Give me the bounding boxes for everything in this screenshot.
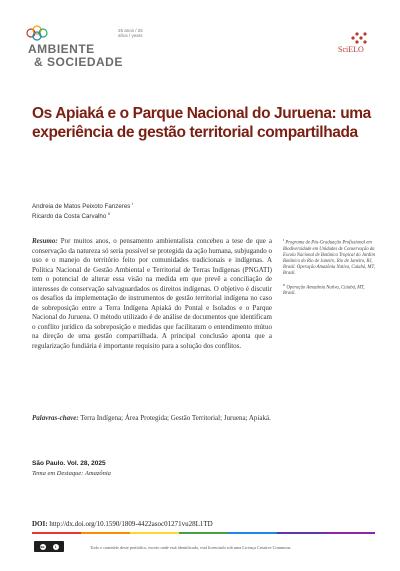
cc-icon: cc (40, 544, 45, 549)
journal-logo (18, 24, 143, 69)
footnote-mark: I (283, 238, 285, 242)
color-bar-segment (32, 532, 81, 534)
swirl-logo-icon (26, 24, 48, 42)
author-name: Ricardo da Costa Carvalho (32, 213, 107, 221)
scielo-logo (338, 30, 378, 60)
author-affiliation-mark: I (132, 201, 134, 206)
footer-color-bar (32, 532, 375, 534)
license-text: Todo o conteúdo deste periódico, exceto onde está identificado, está licenciado sob uma Licença Creative Commons. (90, 545, 292, 550)
doi-link[interactable]: http://dx.doi.org/10.1590/1809-4422asoc01271vu28L1TD (49, 520, 213, 528)
color-bar-segment (81, 532, 130, 534)
color-bar-segment (179, 532, 228, 534)
author-2 (32, 211, 110, 220)
theme-info: Tema em Destaque: Amazônia (32, 470, 111, 477)
journal-name-line2: & SOCIEDADE (34, 55, 123, 69)
scielo-dots-icon (350, 30, 368, 46)
abstract-text: Por muitos anos, o pensamento ambientalista concebeu a tese de que a conservação da natureza só seria possível se protegida da ação humana, subjugando o uso e o manejo do território feito por comunidades tradicionais e indígenas. A Política Nacional de Gestão Ambiental e Territorial de Terras Indígenas (PNGATI) tem o potencial de alterar essa visão na medida em que prevê a conciliação de interesses de conservação salvaguardados os direitos indígenas. O objetivo é discutir os desafios da implementação de instrumentos de gestão territorial indígena no caso de sobreposição entre a Terra Indígena Apiaká do Pontal e Isolados e o Parque Nacional do Juruena. O método utilizado é de análise de documentos que identificam o conflito jurídico da sobreposição e medidas que facilitaram o entendimento mútuo na direção de uma gestão compartilhada. A principal conclusão aponta que a regularização fundiária é importante requisito para a solução dos conflitos. (32, 237, 273, 351)
by-icon: i (53, 544, 59, 550)
color-bar-segment (130, 532, 179, 534)
author-1 (32, 201, 133, 210)
keywords-text: Terra Indígena; Área Protegida; Gestão Territorial; Juruena; Apiaká. (80, 414, 271, 422)
abstract-label: Resumo: (32, 237, 58, 245)
footnote-1 (283, 237, 375, 277)
author-affiliation-mark: II (108, 211, 111, 216)
scielo-label: SciELO (338, 45, 364, 54)
keywords (32, 414, 272, 424)
anniversary-label: 25 anos / 25 años / years (118, 28, 143, 38)
article-title: Os Apiaká e o Parque Nacional do Juruena: uma experiência de gestão territorial compartilhada (32, 105, 371, 141)
color-bar-segment (277, 532, 326, 534)
issue-info: São Paulo. Vol. 28, 2025 (32, 460, 106, 467)
footnote-2 (283, 282, 375, 298)
doi-line (32, 520, 213, 528)
footnote-mark: II (283, 282, 286, 287)
author-name: Andreia de Matos Peixoto Fanzeres (32, 203, 131, 211)
doi-label: DOI: (32, 520, 48, 528)
journal-name-line1: AMBIENTE (28, 42, 95, 56)
footnote-text: Operação Amazônia Nativa, Cuiabá, MT, Brasil. (283, 285, 365, 297)
keywords-label: Palavras-chave: (32, 414, 79, 422)
color-bar-segment (228, 532, 277, 534)
abstract (32, 237, 272, 352)
footnote-text: Programa de Pós-Graduação Profissional em Biodiversidade em Unidades de Conservação da Escola Nacional de Botânica Tropical do Jardim Botânico do Rio de Janeiro, Rio de Janeiro, RJ, Brasil. Operação Amazônia Nativa, Cuiabá, MT, Brasil. (283, 240, 375, 276)
creative-commons-badge[interactable] (34, 541, 64, 552)
affiliation-footnotes (283, 237, 375, 302)
color-bar-segment (326, 532, 375, 534)
